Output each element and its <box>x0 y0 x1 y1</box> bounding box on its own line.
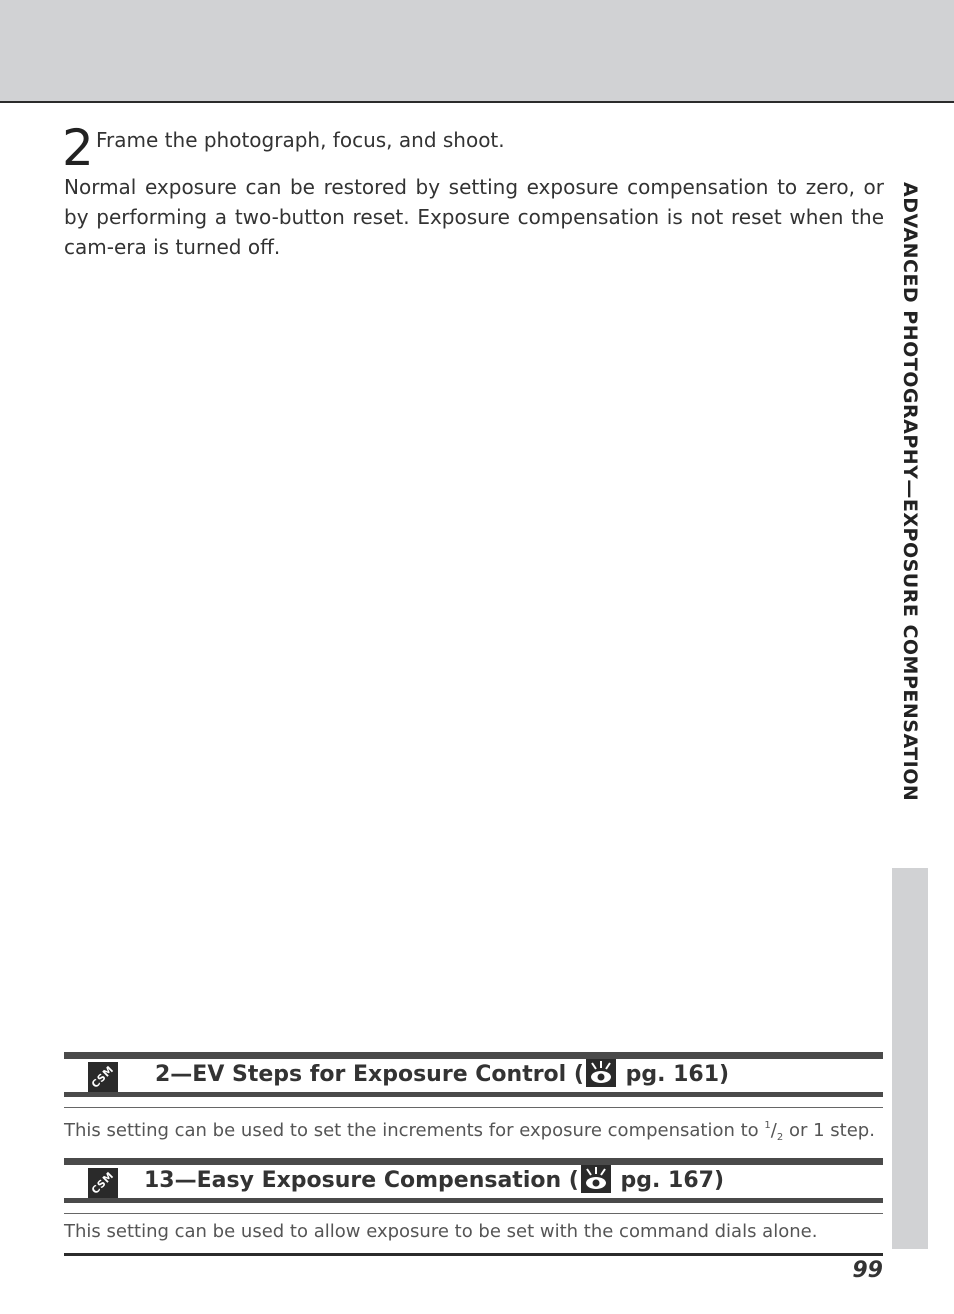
note-title-text: 2—EV Steps for Exposure Control ( <box>155 1062 584 1087</box>
csm-icon-label: CSM <box>89 1169 117 1197</box>
note-body-text: This setting can be used to set the increments for exposure compensation to <box>64 1120 765 1141</box>
step-text: Frame the photograph, focus, and shoot. <box>96 128 505 152</box>
fraction-denominator: 2 <box>776 1132 784 1143</box>
fraction-numerator: 1 <box>764 1120 771 1131</box>
note-bar-bottom <box>64 1198 883 1203</box>
note-divider <box>64 1213 883 1214</box>
note-body: This setting can be used to allow exposure to be set with the command dials alone. <box>64 1221 818 1242</box>
csm-note-ev-steps <box>64 1052 883 1110</box>
csm-icon <box>88 1062 118 1092</box>
csm-note-easy-exposure <box>64 1158 883 1216</box>
eye-reference-icon <box>581 1165 611 1193</box>
page-number: 99 <box>852 1258 883 1283</box>
section-label: ADVANCED PHOTOGRAPHY—EXPOSURE COMPENSATION <box>899 182 921 802</box>
note-body-end: or 1 step. <box>783 1120 875 1141</box>
csm-icon <box>88 1168 118 1198</box>
note-title-text: 13—Easy Exposure Compensation ( <box>144 1168 579 1193</box>
note-divider <box>64 1107 883 1108</box>
note-bar-top <box>64 1052 883 1059</box>
note-title-page: pg. 161) <box>617 1062 730 1087</box>
note-body <box>64 1113 875 1151</box>
note-title-page: pg. 167) <box>612 1168 725 1193</box>
note-bar-bottom <box>64 1092 883 1097</box>
csm-icon-label: CSM <box>89 1063 117 1091</box>
header-band <box>0 0 954 101</box>
note-title <box>155 1059 729 1090</box>
header-rule <box>0 101 954 103</box>
step-number: 2 <box>62 119 94 177</box>
note-bar-top <box>64 1158 883 1165</box>
body-paragraph: Normal exposure can be restored by setting exposure compensation to zero, or by performing a two-button reset. Exposure compensation is not reset when the cam-era is turned off. <box>64 175 884 259</box>
footer-rule <box>64 1253 883 1256</box>
fraction-slash: / <box>770 1120 777 1141</box>
eye-reference-icon <box>586 1059 616 1087</box>
note-title <box>144 1165 724 1196</box>
